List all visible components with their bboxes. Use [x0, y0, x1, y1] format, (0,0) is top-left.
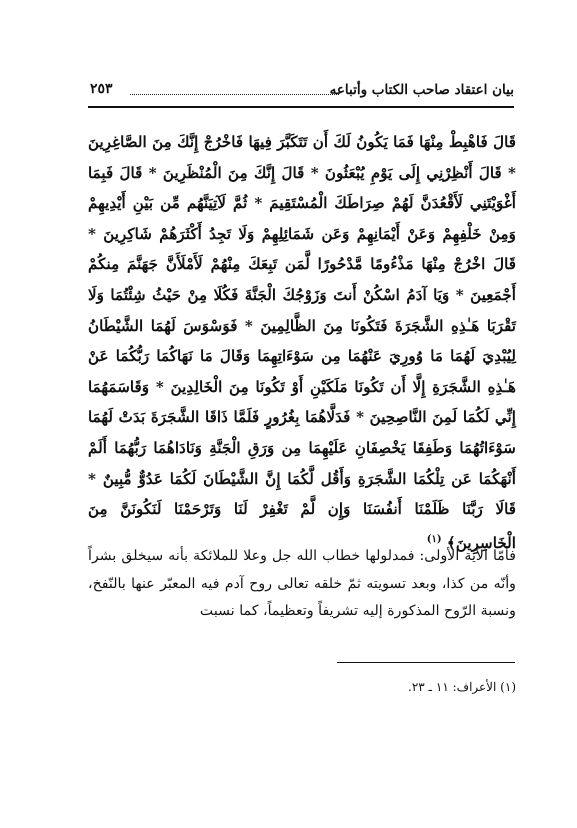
running-header — [90, 80, 514, 104]
quran-text: قَالَ فَاهْبِطْ مِنْهَا فَمَا يَكُونُ لَكَ أَن تَتَكَبَّرَ فِيهَا فَاخْرُجْ إِنَّكَ مِنَ الصَّاغِرِينَ * قَالَ أَنْظِرْنِي إِلَى يَوْمِ يُبْعَثُونَ * قَالَ إِنَّكَ مِنَ الْمُنْظَرِينَ * قَالَ فَبِمَا أَغْوَيْتَنِي لَأَقْعُدَنَّ لَهُمْ صِرَاطَكَ الْمُسْتَقِيمَ * ثُمَّ لَآتِيَنَّهُم مِّن بَيْنِ أَيْدِيهِمْ وَمِنْ خَلْفِهِمْ وَعَنْ أَيْمَانِهِمْ وَعَن شَمَائِلِهِمْ وَلَا تَجِدُ أَكْثَرَهُمْ شَاكِرِينَ * قَالَ اخْرُجْ مِنْهَا مَذْءُومًا مَّدْحُورًا لَّمَن تَبِعَكَ مِنْهُمْ لَأَمْلَأَنَّ جَهَنَّمَ مِنكُمْ أَجْمَعِينَ * وَيَا آدَمُ اسْكُنْ أَنتَ وَزَوْجُكَ الْجَنَّةَ فَكُلَا مِنْ حَيْثُ شِئْتُمَا وَلَا تَقْرَبَا هَـٰذِهِ الشَّجَرَةَ فَتَكُونَا مِنَ الظَّالِمِينَ * فَوَسْوَسَ لَهُمَا الشَّيْطَانُ لِيُبْدِيَ لَهُمَا مَا وُورِيَ عَنْهُمَا مِن سَوْءَاتِهِمَا وَقَالَ مَا نَهَاكُمَا رَبُّكُمَا عَنْ هَـٰذِهِ الشَّجَرَةِ إِلَّا أَن تَكُونَا مَلَكَيْنِ أَوْ تَكُونَا مِنَ الْخَالِدِينَ * وَقَاسَمَهُمَا إِنِّي لَكُمَا لَمِنَ النَّاصِحِينَ * فَدَلَّاهُمَا بِغُرُورٍ فَلَمَّا ذَاقَا الشَّجَرَةَ بَدَتْ لَهُمَا سَوْءَاتُهُمَا وَطَفِقَا يَخْصِفَانِ عَلَيْهِمَا مِن وَرَقِ الْجَنَّةِ وَنَادَاهُمَا رَبُّهُمَا أَلَمْ أَنْهَكُمَا عَن تِلْكُمَا الشَّجَرَةِ وَأَقُل لَّكُمَا إِنَّ الشَّيْطَانَ لَكُمَا عَدُوٌّ مُّبِينٌ * قَالَا رَبَّنَا ظَلَمْنَا أَنفُسَنَا وَإِن لَّمْ تَغْفِرْ لَنَا وَتَرْحَمْنَا لَنَكُونَنَّ مِنَ الْخَاسِرِينَ﴾ — [88, 133, 516, 552]
paragraph-text: فأمّا الآية الأولى: فمدلولها خطاب الله جل وعلا للملائكة بأنه سيخلق بشراً وأنّه من كذا، وبعد تسويته ثمّ خلقه تعالى روح آدم فيه المعبّر عنها بالنّفخ، ونسبة الرّوح المذكورة إليه تشريفاً وتعظيماً، كما نسبت — [88, 548, 516, 619]
footnote-reference: (١) — [426, 533, 442, 545]
header-divider — [88, 106, 514, 108]
page-number: ٢٥٣ — [90, 81, 113, 97]
commentary-paragraph — [88, 543, 516, 626]
header-title: بيان اعتقاد صاحب الكتاب وأتباعه — [329, 82, 514, 98]
quran-passage — [88, 127, 516, 558]
footnote: (١) الأعراف: ١١ ـ ٢٣. — [408, 680, 516, 694]
header-dotted-leader — [130, 94, 339, 95]
footnote-divider — [337, 662, 515, 663]
